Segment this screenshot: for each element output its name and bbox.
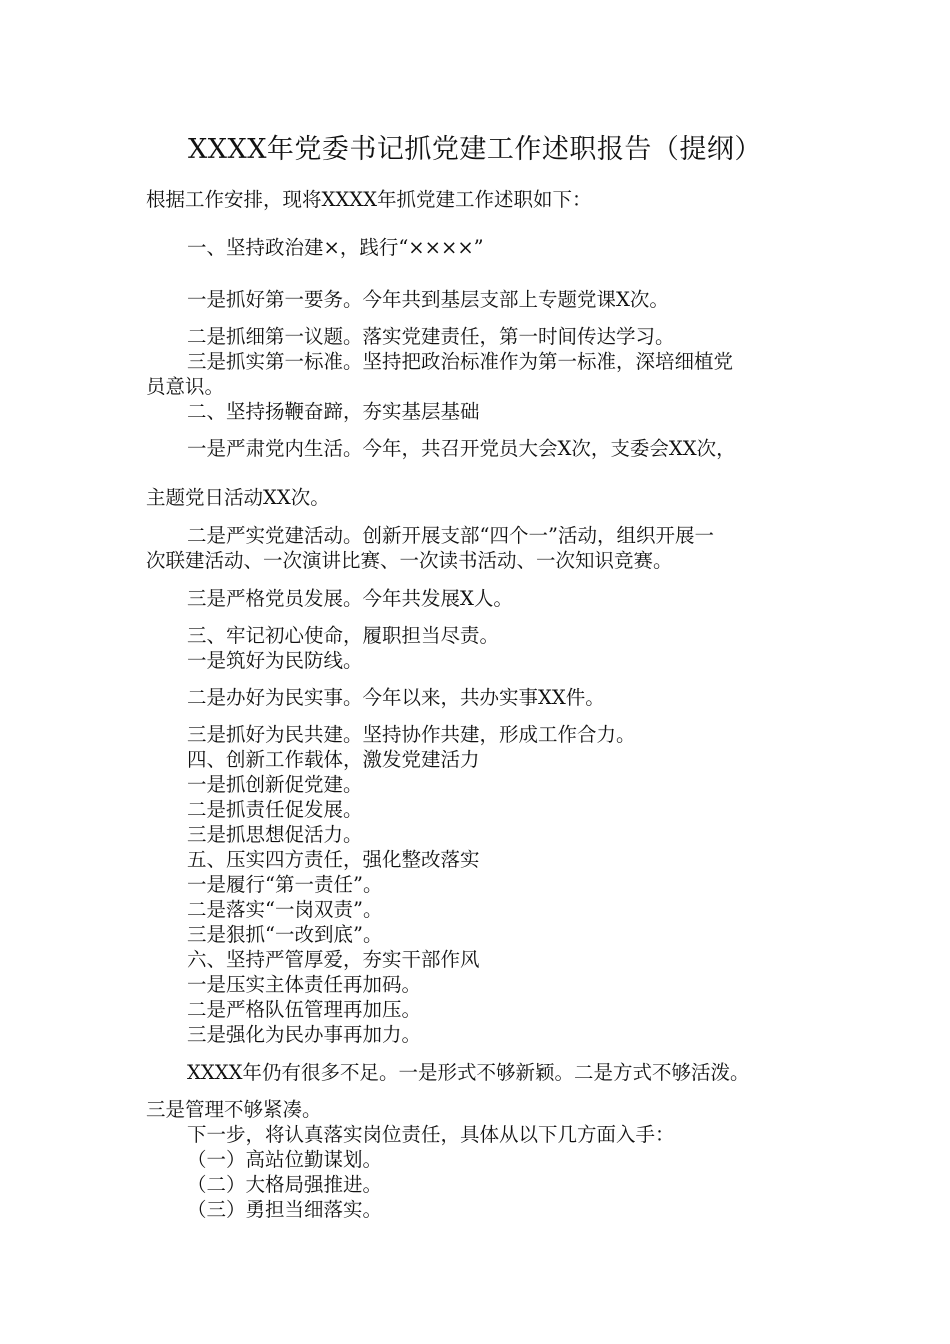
paragraph-line: 二是严格队伍管理再加压。: [187, 998, 422, 1021]
paragraph-line: XXXX年仍有很多不足。一是形式不够新颖。二是方式不够活泼。: [187, 1061, 750, 1084]
paragraph-line: 三是狠抓“一改到底”。: [187, 923, 383, 946]
paragraph-line: 三是严格党员发展。今年共发展X人。: [187, 587, 513, 610]
paragraph-line: 二是抓细第一议题。落实党建责任，第一时间传达学习。: [187, 325, 675, 348]
section-heading-3: 三、牢记初心使命，履职担当尽责。: [187, 624, 500, 647]
intro-paragraph: 根据工作安排，现将XXXX年抓党建工作述职如下：: [146, 188, 592, 211]
paragraph-line: 主题党日活动XX次。: [146, 486, 330, 509]
paragraph-line: 一是严肃党内生活。今年，共召开党员大会X次，支委会XX次，: [187, 437, 736, 460]
paragraph-line: 次联建活动、一次演讲比赛、一次读书活动、一次知识竞赛。: [146, 549, 673, 572]
paragraph-line: 二是落实“一岗双责”。: [187, 898, 383, 921]
paragraph-line: 一是抓好第一要务。今年共到基层支部上专题党课X次。: [187, 288, 669, 311]
paragraph-line: 三是抓实第一标准。坚持把政治标准作为第一标准，深培细植党: [187, 350, 734, 373]
section-heading-2: 二、坚持扬鞭奋蹄，夯实基层基础: [187, 400, 480, 423]
document-title: XXXX年党委书记抓党建工作述职报告（提纲）: [188, 134, 762, 165]
section-heading-4: 四、创新工作载体，激发党建活力: [187, 748, 480, 771]
section-heading-1: 一、坚持政治建×，践行“××××”: [187, 236, 484, 259]
paragraph-line: 一是压实主体责任再加码。: [187, 973, 422, 996]
paragraph-line: 二是办好为民实事。今年以来，共办实事XX件。: [187, 686, 605, 709]
paragraph-line: 三是强化为民办事再加力。: [187, 1023, 422, 1046]
paragraph-line: 一是筑好为民防线。: [187, 649, 363, 672]
paragraph-line: 三是抓好为民共建。坚持协作共建，形成工作合力。: [187, 723, 636, 746]
paragraph-line: 二是严实党建活动。创新开展支部“四个一”活动，组织开展一: [187, 524, 714, 547]
paragraph-line: 三是抓思想促活力。: [187, 823, 363, 846]
list-item: （三）勇担当细落实。: [187, 1198, 383, 1221]
paragraph-line: 一是抓创新促党建。: [187, 773, 363, 796]
list-item: （二）大格局强推进。: [187, 1173, 383, 1196]
paragraph-line: 一是履行“第一责任”。: [187, 873, 383, 896]
section-heading-6: 六、坚持严管厚爱，夯实干部作风: [187, 948, 480, 971]
paragraph-line: 三是管理不够紧凑。: [146, 1098, 322, 1121]
section-heading-5: 五、压实四方责任，强化整改落实: [187, 848, 480, 871]
paragraph-line: 员意识。: [146, 375, 225, 398]
paragraph-line: 下一步，将认真落实岗位责任，具体从以下几方面入手：: [187, 1123, 675, 1146]
paragraph-line: 二是抓责任促发展。: [187, 798, 363, 821]
list-item: （一）高站位勤谋划。: [187, 1148, 383, 1171]
